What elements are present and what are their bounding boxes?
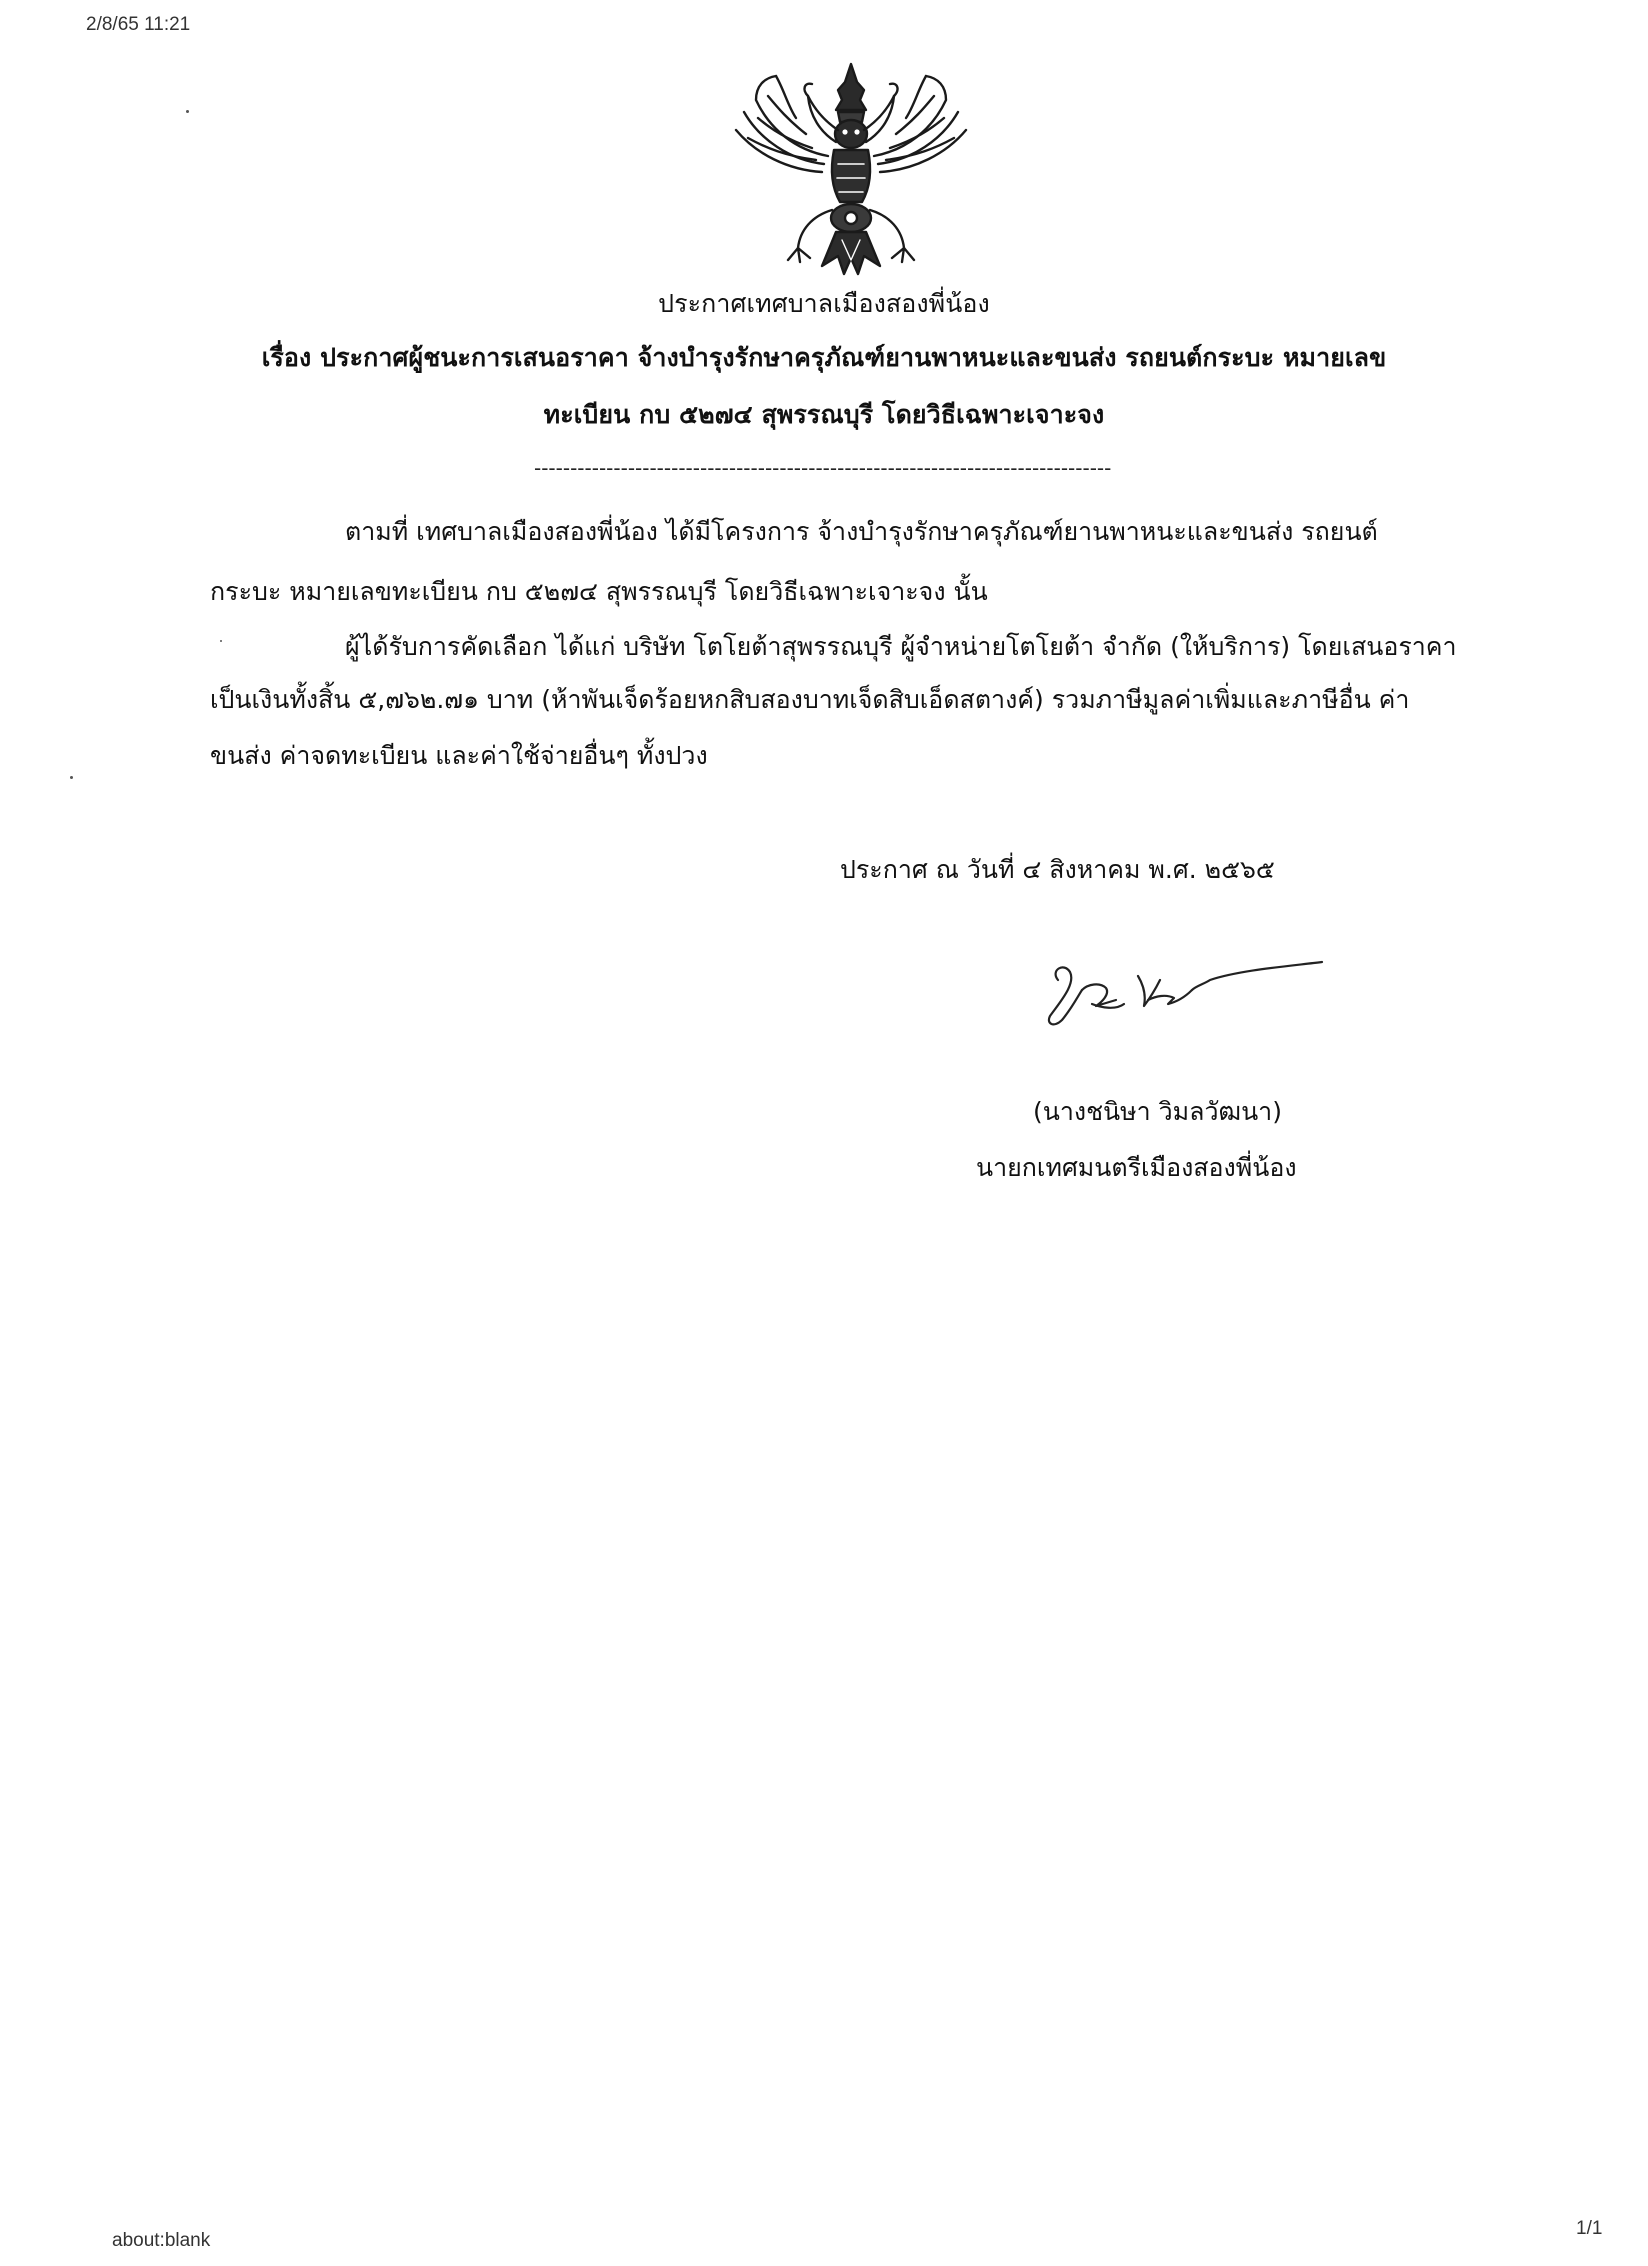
print-header-datetime: 2/8/65 11:21 bbox=[86, 14, 191, 35]
paragraph-2-line-3: ขนส่ง ค่าจดทะเบียน และค่าใช้จ่ายอื่นๆ ทั้งปวง bbox=[210, 741, 708, 770]
paragraph-1-line-2: กระบะ หมายเลขทะเบียน กบ ๕๒๗๔ สุพรรณบุรี โดยวิธีเฉพาะเจาะจง นั้น bbox=[210, 577, 988, 606]
garuda-emblem-icon bbox=[726, 60, 976, 282]
announcement-date: ประกาศ ณ วันที่ ๔ สิงหาคม พ.ศ. ๒๕๖๕ bbox=[840, 855, 1275, 884]
print-footer-page: 1/1 bbox=[1576, 2218, 1603, 2239]
signer-position: นายกเทศมนตรีเมืองสองพี่น้อง bbox=[976, 1153, 1297, 1182]
signer-name: (นางชนิษา วิมลวัฒนา) bbox=[1033, 1097, 1282, 1126]
print-footer-url: about:blank bbox=[112, 2230, 211, 2251]
announcement-title: ประกาศเทศบาลเมืองสองพี่น้อง bbox=[658, 289, 990, 318]
paragraph-1-line-1: ตามที่ เทศบาลเมืองสองพี่น้อง ได้มีโครงการ จ้างบำรุงรักษาครุภัณฑ์ยานพาหนะและขนส่ง รถยนต์ bbox=[345, 517, 1378, 546]
announcement-subject-line-2: ทะเบียน กบ ๕๒๗๔ สุพรรณบุรี โดยวิธีเฉพาะเจาะจง bbox=[543, 400, 1105, 429]
scan-speck bbox=[186, 110, 189, 113]
scan-speck bbox=[220, 640, 222, 642]
paragraph-2-line-1: ผู้ได้รับการคัดเลือก ได้แก่ บริษัท โตโยต้าสุพรรณบุรี ผู้จำหน่ายโตโยต้า จำกัด (ให้บริการ) โดยเสนอราคา bbox=[345, 632, 1457, 661]
scan-speck bbox=[70, 776, 73, 779]
handwritten-signature bbox=[1020, 940, 1340, 1040]
announcement-subject-line-1: เรื่อง ประกาศผู้ชนะการเสนอราคา จ้างบำรุงรักษาครุภัณฑ์ยานพาหนะและขนส่ง รถยนต์กระบะ หมายเลข bbox=[261, 343, 1387, 372]
paragraph-2-line-2: เป็นเงินทั้งสิ้น ๕,๗๖๒.๗๑ บาท (ห้าพันเจ็ดร้อยหกสิบสองบาทเจ็ดสิบเอ็ดสตางค์) รวมภาษีมูลค่าเพิ่มและภาษีอื่น ค่า bbox=[210, 685, 1410, 714]
separator-line: -------------------------------------------------------------------------------- bbox=[534, 456, 1112, 480]
